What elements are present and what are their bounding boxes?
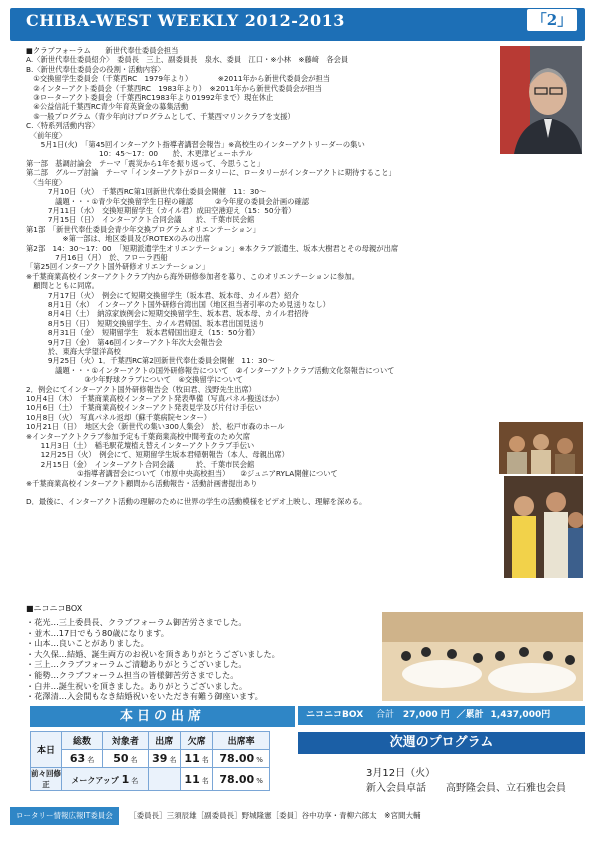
text-line: ①交換留学生委員会（千葉西RC 1979年より） ※2011年から新世代委員会が担当: [26, 74, 331, 84]
text-line: 8月1日（水） インターアクト国外研修台湾出国（地区担当者引率のため見送りなし）: [26, 299, 330, 309]
forum-report-body: [26, 46, 496, 507]
next-program-date: 3月12日（火）: [366, 768, 436, 779]
today-label: 本日: [31, 732, 62, 768]
activity-photo-2: [504, 476, 583, 578]
text-line: 〈当年度〉: [26, 177, 67, 187]
text-line: ②インターアクト委員会（千葉西RC 1983年より） ※2011年から新世代委員会が担当: [26, 83, 322, 93]
text-line: 10月4日（木） 千葉商業高校インターアクト発表準備（写真パネル搬送ほか）: [26, 394, 284, 404]
meeting-photo: [382, 612, 583, 701]
nico-box-item: ・大久保…結婚、誕生両方のお祝いを頂きありがとうございました。: [26, 648, 280, 659]
text-line: 10月8日（火） 写真パネル返却（蘇千葉病院センター）: [26, 412, 212, 422]
text-line: ⑤一般プログラム（青少年向けプログラムとして、千葉西マリンクラブを支援）: [26, 111, 295, 121]
nico-box-item: ・白井…誕生祝いを頂きました。ありがとうございました。: [26, 680, 248, 691]
footer-members: ［委員長］三須辰雄［副委員長］野城隆憲［委員］谷中功享・青柳六郎太 ※宮間大輔: [129, 811, 421, 820]
text-line: ■クラブフォーラム 新世代奉仕委員会担当: [26, 46, 179, 55]
prev-spacer: [148, 768, 180, 791]
nico-box-item: ・並木…17日でもう80歳になります。: [26, 627, 169, 638]
text-line: [26, 488, 496, 497]
prev-rate-cell: 78.00 %: [213, 768, 270, 791]
text-line: 2月15日（金） インターアクト合同会議 於、千葉市民会館: [26, 459, 255, 469]
col-total: 総数: [62, 732, 103, 750]
text-line: 5月1日(火) 「第45回インターアクト指導者講習会報告」※高校生のインターアクトリーダーの集い: [26, 140, 365, 150]
rate-cell: 78.00 %: [213, 750, 270, 768]
attendance-heading: 本日の出席: [30, 706, 295, 727]
text-line: ④公益信託千葉西RC青少年育英資金の募集活動: [26, 102, 189, 112]
text-line: 8月31日（金） 短期留学生 坂本君帰国出迎え（15：50分着）: [26, 328, 260, 338]
text-line: 〈前年度〉: [26, 130, 67, 140]
text-line: ※インターアクトクラブ参加予定も千葉商業高校中間考査のため欠席: [26, 431, 250, 441]
col-absent: 欠席: [180, 732, 212, 750]
text-line: 顧問とともに同席。: [26, 281, 99, 291]
present-cell: 39 名: [148, 750, 180, 768]
text-line: 7月16日（月） 於、フローラ西船: [26, 252, 168, 262]
text-line: C.〈特系列活動内容〉: [26, 121, 100, 131]
text-line: 2．例会にてインターアクト国外研修報告会（牧田君、浅野先生出席）: [26, 384, 256, 394]
next-program-item: 新入会員卓話 高野隆会員、立石雅也会員: [366, 783, 566, 794]
text-line: 10月6日（土） 千葉商業高校インターアクト発表見学及び片付け手伝い: [26, 403, 262, 413]
page-number: 「2」: [527, 9, 577, 31]
text-line: 7月11日（水） 交換短期留学生（カイル君）成田空港迎え（15：50分着）: [26, 205, 296, 215]
text-line: ※千葉商業高校インターアクト顧問から活動報告・活動計画書提出あり: [26, 478, 258, 488]
nico-box-list: [26, 617, 378, 702]
text-line: 12月25日（火） 例会にて、短期留学生坂本君帰朝報告（本人、母親出席）: [26, 450, 289, 460]
text-line: ※千葉商業高校インターアクトクラブ内から海外研修参加者を募り、このオリエンテーションに参加。: [26, 271, 360, 281]
text-line: 8月4日（土） 納涼家族例会に短期交換留学生、坂本君、坂本母、カイル君招待: [26, 309, 309, 319]
speaker-photo: [500, 46, 582, 154]
footer-credits: [10, 807, 585, 825]
nico-box-item: ・花光…三上委員長、クラブフォーラム御苦労さまでした。: [26, 617, 247, 627]
target-cell: 50 名: [103, 750, 149, 768]
text-line: 11月3日（土） 稲毛駅花壇植え替えインターアクトクラブ手伝い: [26, 441, 255, 451]
text-line: 9月25日（火）1．千葉西RC第2回新世代奉仕委員会開催 11：30～: [26, 356, 275, 366]
text-line: ③ローターアクト委員会（千葉西RC1983年より01992年まで）現在休止: [26, 93, 274, 103]
col-target: 対象者: [103, 732, 149, 750]
attendance-table: [30, 731, 270, 791]
absent-cell: 11 名: [180, 750, 212, 768]
text-line: 議題・・・①青少年交換留学生日程の確認 ②今年度の委員会計画の確認: [26, 196, 310, 206]
text-line: 第1部 「新世代奉仕委員会青少年交換プログラムオリエンテーション」: [26, 224, 260, 234]
text-line: 議題・・・①インターアクトの国外研修報告について ②インターアクトクラブ活動文化祭報告について: [26, 365, 395, 375]
text-line: 第2部 14：30～17：00 「短期派遣学生オリエンテーション」※本クラブ派遣生、坂本大樹君とその母親が出席: [26, 243, 399, 253]
text-line: 7月10日（火） 千葉西RC第1回新世代奉仕委員会開催 11：30～: [26, 187, 267, 197]
text-line: 於、東海大学望洋高校: [26, 347, 121, 356]
text-line: 「第25回インターアクト国外研修オリエンテーション」: [26, 262, 210, 272]
nico-box-summary: ニコニコBOX 合計 27,000 円 ／累計 1,437,000円: [298, 706, 585, 725]
text-line: A.〈新世代奉仕委員紹介〉 委員長 三上、副委員長 泉水、委員 江口・※小林 ※藤﨑 各会員: [26, 55, 349, 65]
text-line: 9月7日（金） 第46回インターアクト年次大会報告会: [26, 337, 223, 347]
nico-box-item: ・花澤清…入会間もなき結婚祝いをいただき有難う御座います。: [26, 691, 263, 702]
text-line: 10：45～17：00 於、木更津ビューホテル: [26, 149, 253, 159]
text-line: ※第一部は、地区委員及びROTEXのみの出席: [26, 234, 211, 244]
col-rate: 出席率: [213, 732, 270, 750]
prev-label: 前々回修正: [31, 769, 61, 789]
text-line: 8月5日（日） 短期交換留学生、カイル君帰国、坂本君出国見送り: [26, 318, 265, 328]
col-present: 出席: [148, 732, 180, 750]
text-line: D．最後に、インターアクト活動の理解のために世界の学生の活動模様をビデオ上映し、理解を深める。: [26, 497, 367, 507]
text-line: B.〈新世代奉仕委員会の役割・活動内容〉: [26, 64, 165, 74]
text-line: 第一部 基調討論会 テーマ「震災から1年を振り返って、今思うこと」: [26, 158, 264, 168]
nico-box-item: ・能勢…クラブフォーラム担当の皆様御苦労さまでした。: [26, 669, 239, 680]
total-cell: 63 名: [62, 750, 103, 768]
text-line: 7月15日（日） インターアクト合同会議 於、千葉市民会館: [26, 215, 255, 225]
text-line: ①指導者講習会について（市原中央高校担当） ②ジュニアRYLA開催について: [26, 469, 338, 479]
nico-box-item: ・山本…良いことがありました。: [26, 638, 149, 649]
text-line: ③少年野球クラブについて ④交換留学について: [26, 375, 244, 385]
text-line: 第二部 グループ討論 テーマ「インターアクトがロータリーに、ロータリーがインターアクトに期待すること」: [26, 168, 396, 178]
newsletter-title: CHIBA-WEST WEEKLY 2012-2013: [26, 11, 345, 30]
next-program-heading: 次週のプログラム: [298, 732, 585, 754]
activity-photo-1: [499, 422, 583, 474]
text-line: 7月17日（火） 例会にて短期交換留学生（坂本君、坂本母、カイル君）紹介: [26, 290, 299, 300]
prev-absent-cell: 11 名: [180, 768, 212, 791]
nico-box-heading: ■ニコニコBOX: [26, 604, 83, 613]
makeup-cell: メークアップ 1 名: [62, 768, 149, 791]
footer-committee-tag: ロータリー情報広報IT委員会: [10, 807, 119, 825]
text-line: 10月21日（日） 地区大会（新世代の集い300人集会） 於、松戸市森のホール: [26, 422, 285, 432]
nico-box-item: ・三上…クラブフォーラムご清聴ありがとうございました。: [26, 659, 247, 670]
